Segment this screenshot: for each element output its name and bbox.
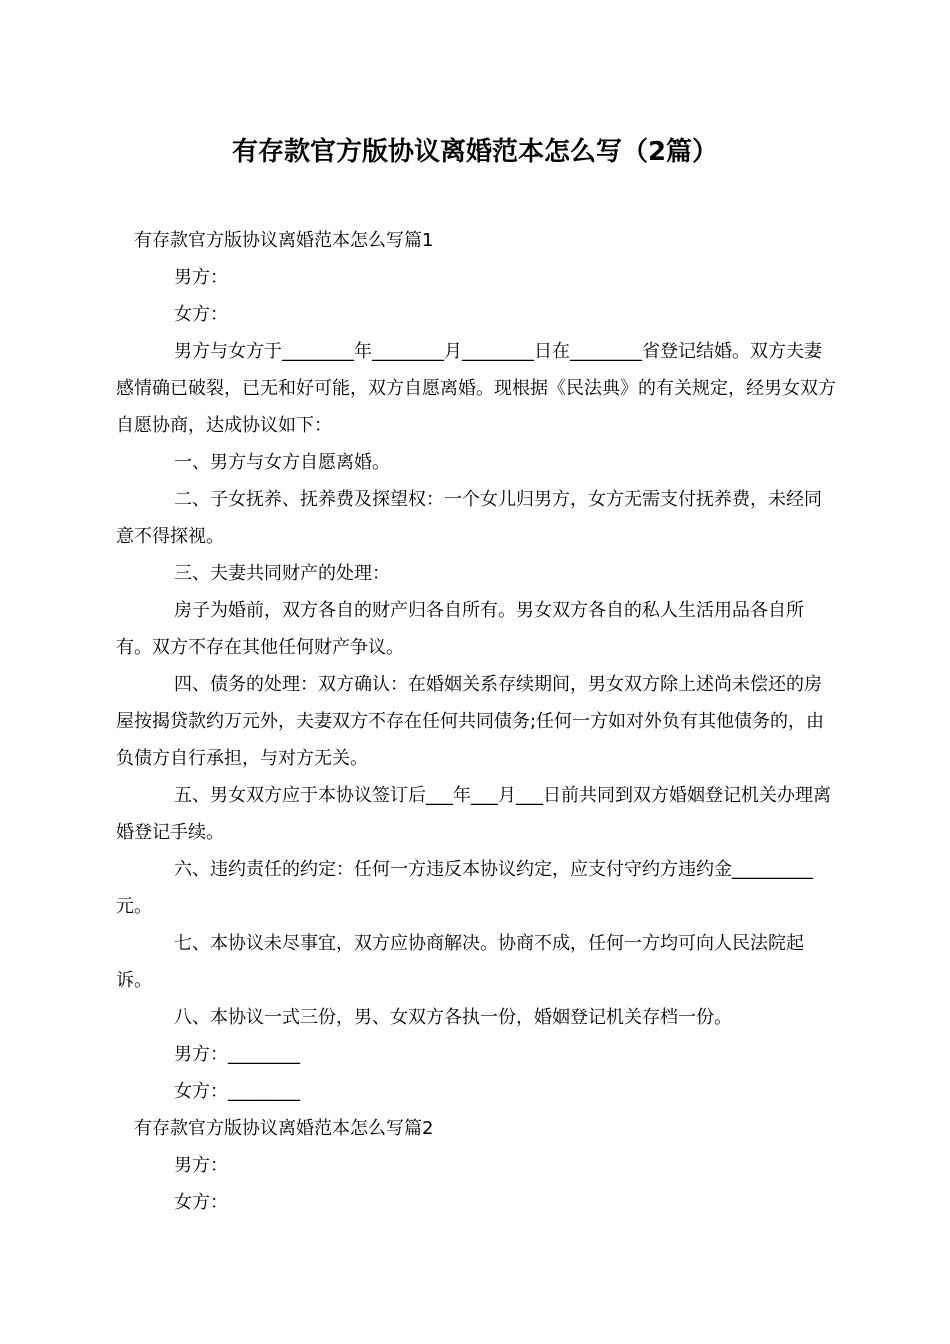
clause-1: 一、男方与女方自愿离婚。 bbox=[174, 452, 390, 473]
clause-6: 六、违约责任的约定：任何一方违反本协议约定，应支付守约方违约金_________元。 bbox=[116, 859, 813, 917]
male-signature-line: 男方：________ bbox=[174, 1044, 300, 1065]
male-party-line-2: 男方： bbox=[174, 1155, 228, 1176]
document-title: 有存款官方版协议离婚范本怎么写（2篇） bbox=[231, 137, 719, 167]
female-party-line: 女方： bbox=[174, 304, 228, 325]
section-heading-1: 有存款官方版协议离婚范本怎么写篇1 bbox=[134, 230, 434, 251]
clause-3-detail: 房子为婚前，双方各自的财产归各自所有。男女双方各自的私人生活用品各自所有。双方不存在其他任何财产争议。 bbox=[116, 600, 804, 658]
clause-5: 五、男女双方应于本协议签订后___年___月___日前共同到双方婚姻登记机关办理离婚登记手续。 bbox=[116, 785, 831, 843]
female-party-line-2: 女方： bbox=[174, 1192, 228, 1213]
male-party-line: 男方： bbox=[174, 267, 228, 288]
female-signature-line: 女方：________ bbox=[174, 1081, 300, 1102]
marriage-statement-paragraph: 男方与女方于________年________月________日在________省登记结婚。双方夫妻感情确已破裂，已无和好可能，双方自愿离婚。现根据《民法典》的有关规定，经男女双方自愿协商，达成协议如下： bbox=[116, 341, 836, 436]
section-heading-2: 有存款官方版协议离婚范本怎么写篇2 bbox=[134, 1118, 434, 1139]
document-body bbox=[116, 222, 836, 1221]
clause-7: 七、本协议未尽事宜，双方应协商解决。协商不成，任何一方均可向人民法院起诉。 bbox=[116, 933, 804, 991]
clause-4: 四、债务的处理：双方确认：在婚姻关系存续期间，男女双方除上述尚未偿还的房屋按揭贷款约万元外，夫妻双方不存在任何共同债务;任何一方如对外负有其他债务的，由负债方自行承担，与对方无关。 bbox=[116, 674, 825, 769]
clause-2: 二、子女抚养、抚养费及探望权：一个女儿归男方，女方无需支付抚养费，未经同意不得探视。 bbox=[116, 489, 822, 547]
clause-3: 三、夫妻共同财产的处理： bbox=[174, 563, 390, 584]
clause-8: 八、本协议一式三份，男、女双方各执一份，婚姻登记机关存档一份。 bbox=[174, 1007, 732, 1028]
